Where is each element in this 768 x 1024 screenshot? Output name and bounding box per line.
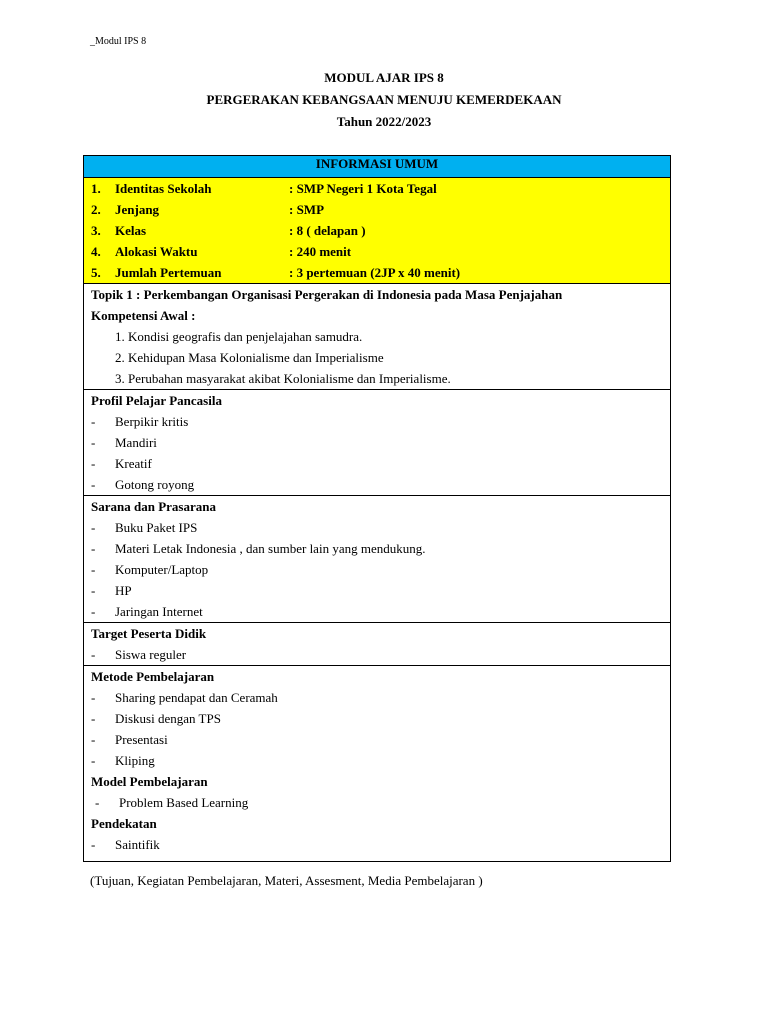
identity-value: : 3 pertemuan (2JP x 40 menit) — [289, 265, 461, 280]
identity-row — [91, 220, 670, 241]
sarana-section — [84, 495, 670, 622]
target-item-text: Siswa reguler — [115, 647, 187, 662]
metode-item-text: Diskusi dengan TPS — [115, 711, 221, 726]
sarana-item — [91, 559, 670, 580]
profil-item — [91, 432, 670, 453]
sarana-item-text: HP — [115, 583, 132, 598]
title-line-2: PERGERAKAN KEBANGSAAN MENUJU KEMERDEKAAN — [206, 92, 562, 107]
info-table — [83, 155, 671, 862]
profil-item — [91, 453, 670, 474]
dash: - — [95, 795, 100, 810]
sarana-item — [91, 601, 670, 622]
pendekatan-item-text: Saintifik — [115, 837, 160, 852]
title-line-1: MODUL AJAR IPS 8 — [324, 70, 444, 85]
profil-item — [91, 411, 670, 432]
identity-value: : 8 ( delapan ) — [289, 223, 366, 238]
kompetensi-label: Kompetensi Awal : — [91, 308, 196, 323]
document-title — [0, 70, 768, 136]
dash: - — [91, 690, 96, 705]
identity-row — [91, 199, 670, 220]
identity-key: Kelas — [115, 223, 147, 238]
metode-item — [91, 708, 670, 729]
identity-section — [84, 177, 670, 283]
target-item — [91, 644, 670, 665]
identity-value: : 240 menit — [289, 244, 352, 259]
model-item-text: Problem Based Learning — [119, 795, 249, 810]
dash: - — [91, 604, 96, 619]
sarana-item-text: Buku Paket IPS — [115, 520, 198, 535]
identity-key: Identitas Sekolah — [115, 181, 212, 196]
identity-key: Alokasi Waktu — [115, 244, 198, 259]
model-item — [91, 792, 670, 813]
dash: - — [91, 477, 96, 492]
identity-num: 1. — [91, 181, 101, 196]
sarana-item-text: Komputer/Laptop — [115, 562, 209, 577]
target-section — [84, 622, 670, 665]
sarana-label: Sarana dan Prasarana — [91, 499, 216, 514]
sarana-item-text: Jaringan Internet — [115, 604, 203, 619]
profil-item-text: Kreatif — [115, 456, 152, 471]
metode-label: Metode Pembelajaran — [91, 669, 215, 684]
identity-num: 2. — [91, 202, 101, 217]
profil-item-text: Gotong royong — [115, 477, 195, 492]
identity-value: : SMP — [289, 202, 325, 217]
metode-item-text: Kliping — [115, 753, 155, 768]
target-label: Target Peserta Didik — [91, 626, 207, 641]
dash: - — [91, 647, 96, 662]
pendekatan-item — [91, 834, 670, 855]
identity-row — [91, 178, 670, 199]
sarana-item-text: Materi Letak Indonesia , dan sumber lain yang mendukung. — [115, 541, 426, 556]
dash: - — [91, 456, 96, 471]
identity-row — [91, 241, 670, 262]
identity-num: 3. — [91, 223, 101, 238]
metode-item — [91, 750, 670, 771]
info-header: INFORMASI UMUM — [84, 156, 670, 177]
topic-section — [84, 283, 670, 389]
dash: - — [91, 837, 96, 852]
dash: - — [91, 414, 96, 429]
profil-item-text: Mandiri — [115, 435, 157, 450]
topic-title: Topik 1 : Perkembangan Organisasi Pergerakan di Indonesia pada Masa Penjajahan — [91, 287, 563, 302]
profil-item-text: Berpikir kritis — [115, 414, 189, 429]
metode-section — [84, 665, 670, 861]
sarana-item — [91, 538, 670, 559]
metode-item-text: Presentasi — [115, 732, 168, 747]
profil-label: Profil Pelajar Pancasila — [91, 393, 222, 408]
dash: - — [91, 541, 96, 556]
footer-note: (Tujuan, Kegiatan Pembelajaran, Materi, Assesment, Media Pembelajaran ) — [90, 873, 483, 888]
dash: - — [91, 753, 96, 768]
dash: - — [91, 711, 96, 726]
identity-row — [91, 262, 670, 283]
model-label: Model Pembelajaran — [91, 774, 208, 789]
pendekatan-label: Pendekatan — [91, 816, 157, 831]
profil-section — [84, 389, 670, 495]
identity-key: Jenjang — [115, 202, 160, 217]
kompetensi-item: 3. Perubahan masyarakat akibat Kolonialisme dan Imperialisme. — [115, 371, 451, 386]
metode-item-text: Sharing pendapat dan Ceramah — [115, 690, 278, 705]
sarana-item — [91, 580, 670, 601]
sarana-item — [91, 517, 670, 538]
kompetensi-item: 1. Kondisi geografis dan penjelajahan samudra. — [115, 329, 363, 344]
identity-key: Jumlah Pertemuan — [115, 265, 222, 280]
metode-item — [91, 729, 670, 750]
metode-item — [91, 687, 670, 708]
dash: - — [91, 732, 96, 747]
identity-num: 5. — [91, 265, 101, 280]
kompetensi-item: 2. Kehidupan Masa Kolonialisme dan Imperialisme — [115, 350, 384, 365]
dash: - — [91, 583, 96, 598]
title-line-3: Tahun 2022/2023 — [336, 114, 432, 129]
dash: - — [91, 435, 96, 450]
dash: - — [91, 562, 96, 577]
dash: - — [91, 520, 96, 535]
header-note: _Modul IPS 8 — [90, 36, 147, 47]
identity-value: : SMP Negeri 1 Kota Tegal — [289, 181, 437, 196]
identity-num: 4. — [91, 244, 101, 259]
profil-item — [91, 474, 670, 495]
